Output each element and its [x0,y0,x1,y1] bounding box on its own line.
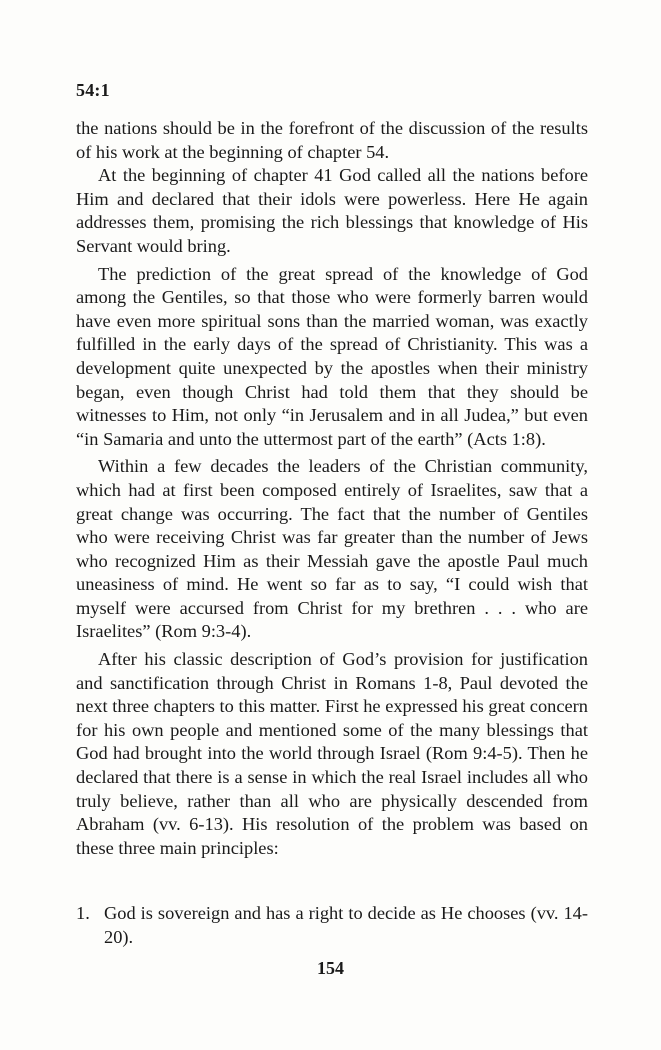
list-item [76,902,588,949]
running-head: 54:1 [76,80,110,100]
numbered-list [76,902,588,949]
paragraph: At the beginning of chapter 41 God called all the nations before Him and declared that their idols were powerless. Here He again addresses them, promising the rich blessings that knowledge of His Servant would bring. [76,165,588,256]
body-text [76,117,588,860]
paragraph: Within a few decades the leaders of the Christian community, which had at first been composed entirely of Israelites, saw that a great change was occurring. The fact that the number of Gentiles who were receiving Christ was far greater than the number of Jews who recognized Him as their Messiah gave the apostle Paul much uneasiness of mind. He went so far as to say, “I could wish that myself were accursed from Christ for my brethren . . . who are Israelites” (Rom 9:3-4). [76,456,588,642]
page-number: 154 [317,958,344,978]
list-item-text: God is sovereign and has a right to decide as He chooses (vv. 14-20). [104,903,588,947]
list-item-number: 1. [76,903,90,923]
paragraph-continued: the nations should be in the forefront of the discussion of the results of his work at the beginning of chapter 54. [76,118,588,162]
paragraph: The prediction of the great spread of the knowledge of God among the Gentiles, so that those who were formerly barren would have even more spiritual sons than the married woman, was exactly fulfilled in the early days of the spread of Christianity. This was a development quite unexpected by the apostles when their ministry began, even though Christ had told them that they should be witnesses to Him, not only “in Jerusalem and in all Judea,” but even “in Samaria and unto the uttermost part of the earth” (Acts 1:8). [76,263,588,449]
paragraph: After his classic description of God’s provision for justification and sanctification through Christ in Romans 1-8, Paul devoted the next three chapters to this matter. First he expressed his great concern for his own people and mentioned some of the many blessings that God had brought into the world through Israel (Rom 9:4-5). Then he declared that there is a sense in which the real Israel includes all who truly believe, rather than all who are physically descended from Abraham (vv. 6-13). His resolution of the problem was based on these three main principles: [76,649,588,858]
